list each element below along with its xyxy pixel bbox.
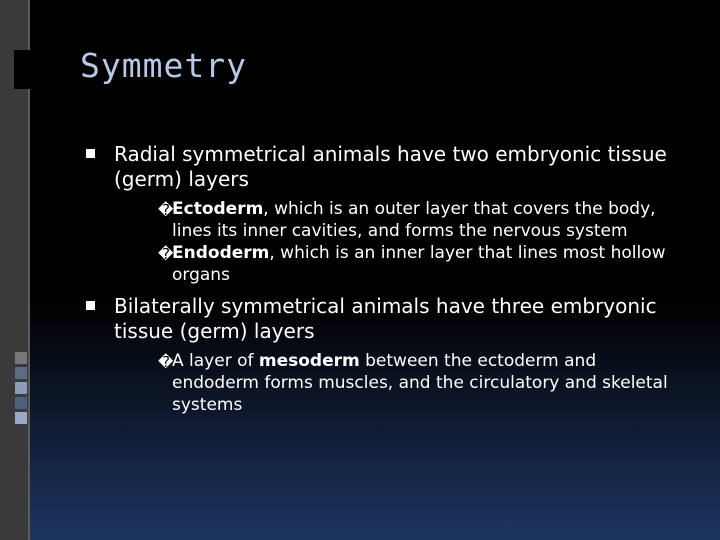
term-mesoderm: mesoderm [258, 351, 360, 371]
deco-square [15, 397, 27, 409]
sub-bullet-text: , which is an inner layer that lines most hollow organs [172, 243, 666, 285]
sub-bullet-text: between the ectoderm and endoderm forms muscles, and the circulatory and skeletal systems [172, 351, 668, 415]
bullet-item [84, 142, 684, 192]
deco-square [15, 412, 27, 424]
bullet-text: Radial symmetrical animals have two embryonic tissue (germ) layers [114, 142, 667, 191]
bullet-group [84, 142, 684, 286]
decorative-squares [15, 352, 27, 427]
replacement-glyph-icon: � [158, 353, 174, 371]
deco-square [15, 352, 27, 364]
deco-square [15, 382, 27, 394]
sub-bullet-item [158, 350, 684, 416]
title-marker [14, 50, 30, 89]
deco-square [15, 367, 27, 379]
replacement-glyph-icon: � [158, 201, 174, 219]
term-ectoderm: Ectoderm [172, 199, 264, 219]
square-bullet-icon [86, 301, 95, 310]
slide-body [84, 142, 684, 424]
sub-bullet-item [158, 242, 684, 286]
bullet-text: Bilaterally symmetrical animals have three embryonic tissue (germ) layers [114, 294, 657, 343]
sub-bullet-prefix: A layer of [172, 351, 259, 371]
term-endoderm: Endoderm [172, 243, 270, 263]
sub-bullet-item [158, 198, 684, 242]
bullet-item [84, 294, 684, 344]
square-bullet-icon [86, 149, 95, 158]
bullet-group [84, 294, 684, 416]
replacement-glyph-icon: � [158, 245, 174, 263]
sub-bullet-text: , which is an outer layer that covers the body, lines its inner cavities, and forms the nervous system [172, 199, 656, 241]
slide-title: Symmetry [80, 46, 247, 85]
